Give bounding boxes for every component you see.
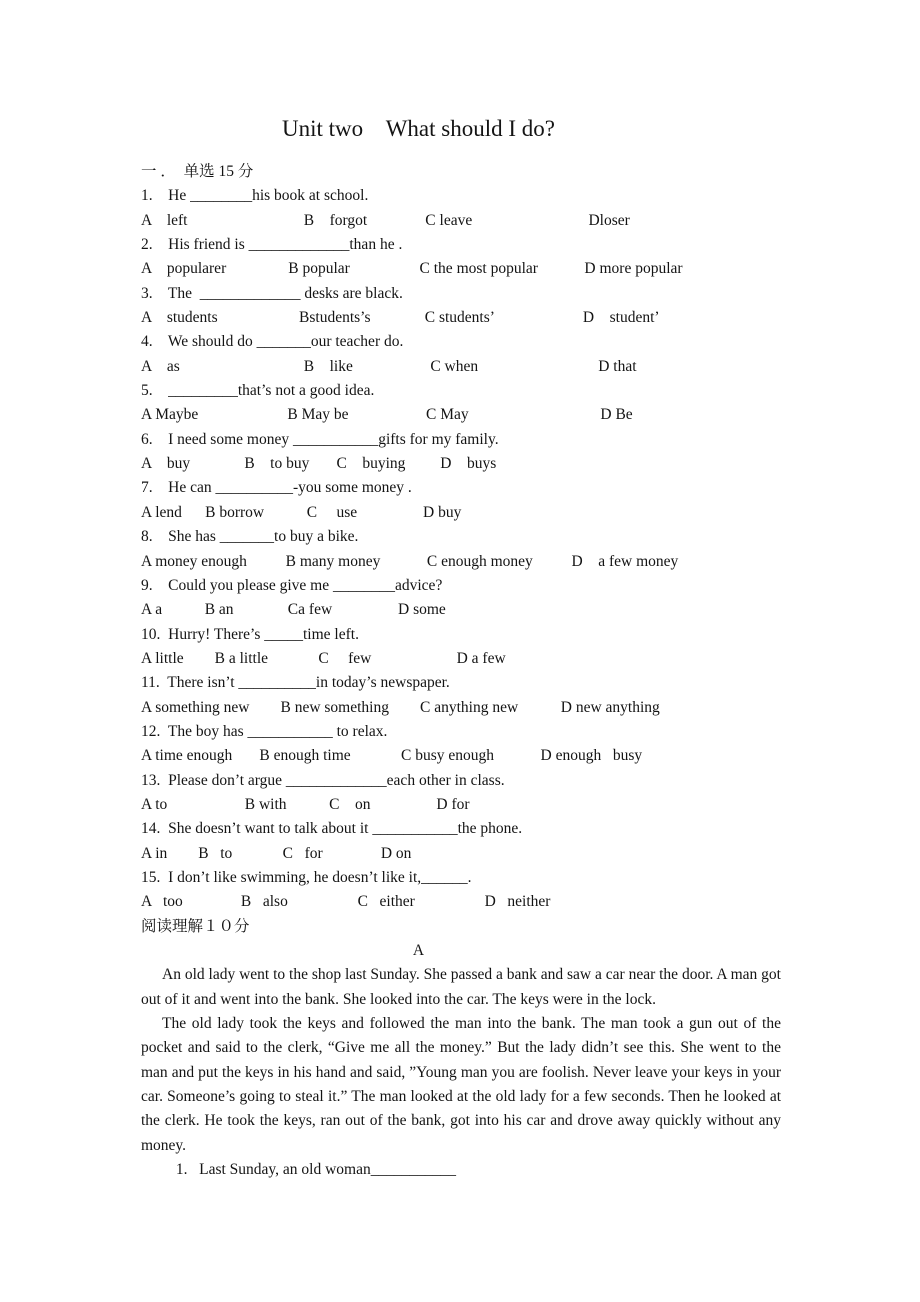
question-stem: 8. She has _______to buy a bike. [141,528,359,546]
question-options: A to B with C on D for [141,795,470,813]
passage-label: A [412,942,425,959]
question-stem: 9. Could you please give me ________advice? [141,576,443,594]
question-stem: 15. I don’t like swimming, he doesn’t like it,______. [141,868,472,886]
question-stem: 5. _________that’s not a good idea. [141,382,375,400]
question-options: A a B an Ca few D some [141,601,446,619]
question-stem: 11. There isn’t __________in today’s newspaper. [141,674,450,692]
passage-paragraph: An old lady went to the shop last Sunday. She passed a bank and saw a car near the door. A man got out of it and went into the bank. She looked into the car. The keys were in the lock. [141,966,781,1008]
reading-question: 1. Last Sunday, an old woman___________ [141,1161,456,1179]
reading-section-header: 阅读理解１０分 [141,917,250,935]
question-stem: 10. Hurry! There’s _____time left. [141,625,359,643]
passage-paragraphs [141,963,781,1158]
question-options: A little B a little C few D a few [141,649,506,667]
question-stem: 2. His friend is _____________than he . [141,236,403,254]
question-stem: 1. He ________his book at school. [141,187,369,205]
question-options: A popularer B popular C the most popular D more popular [141,260,683,278]
passage-paragraph: The old lady took the keys and followed the man into the bank. The man took a gun out of the pocket and said to the clerk, “Give me all the money.” But the lady didn’t see this. She went to the man and put the keys in his hand and said, ”Young man you are foolish. Never leave your keys in your car. Someone’s going to steal it.” The man looked at the old lady for a few seconds. Then he looked at the clerk. He took the keys, ran out of the bank, got into his car and drove away quickly without any money. [141,1015,781,1154]
question-stem: 3. The _____________ desks are black. [141,284,403,302]
question-options: A students Bstudents’s C students’ D student’ [141,309,660,327]
question-stem: 12. The boy has ___________ to relax. [141,722,388,740]
section-one-header: 一 ． 单选 15 分 [141,163,254,180]
question-list [141,184,781,914]
question-options: A lend B borrow C use D buy [141,503,462,521]
page-title: Unit two What should I do? [282,116,555,141]
question-options: A something new B new something C anything new D new anything [141,698,660,716]
question-stem: 6. I need some money ___________gifts for my family. [141,430,499,448]
question-options: A money enough B many money C enough money D a few money [141,552,679,570]
question-options: A too B also C either D neither [141,893,551,911]
question-options: A time enough B enough time C busy enough D enough busy [141,747,643,765]
question-stem: 13. Please don’t argue _____________each other in class. [141,771,505,789]
question-options: A as B like C when D that [141,357,637,375]
question-options: A buy B to buy C buying D buys [141,455,497,473]
question-stem: 7. He can __________-you some money . [141,479,412,497]
question-options: A in B to C for D on [141,844,412,862]
question-options: A left B forgot C leave Dloser [141,211,630,229]
question-options: A Maybe B May be C May D Be [141,406,633,424]
question-stem: 14. She doesn’t want to talk about it ___________the phone. [141,820,523,838]
document-content [141,114,781,1182]
question-stem: 4. We should do _______our teacher do. [141,333,404,351]
